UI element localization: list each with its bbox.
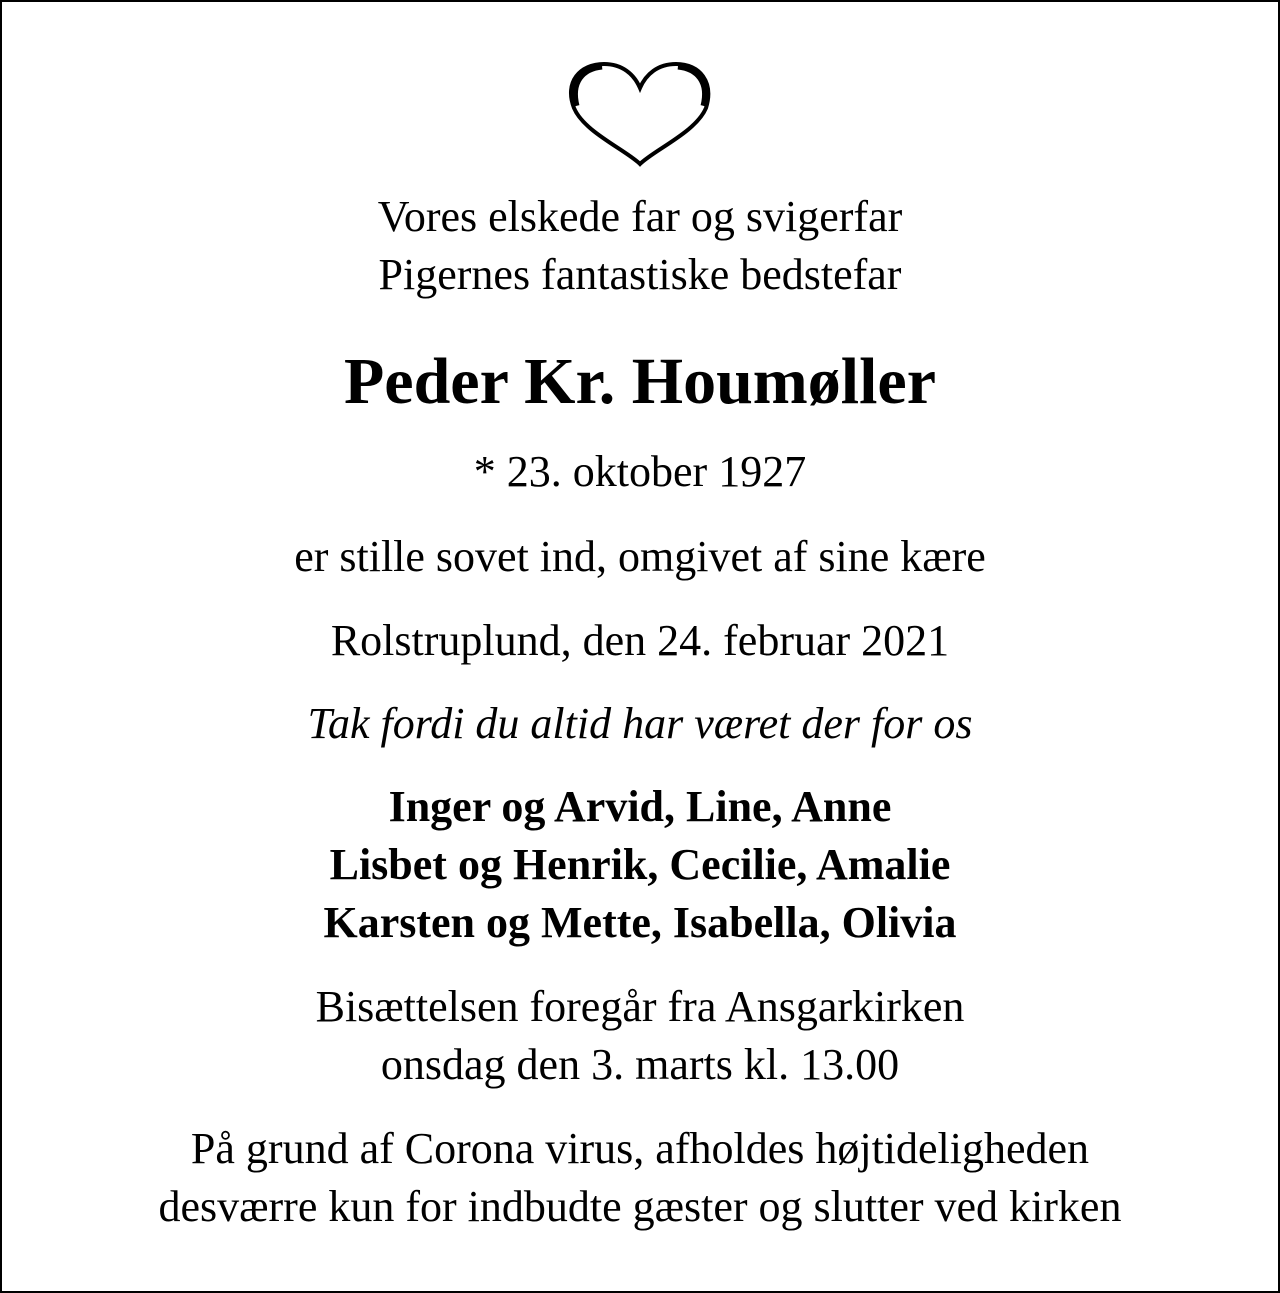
birth-date: * 23. oktober 1927 bbox=[473, 447, 807, 496]
corona-notice bbox=[0, 1120, 1280, 1236]
thanks-text: Tak fordi du altid har været der for os bbox=[307, 699, 973, 748]
place-date: Rolstruplund, den 24. februar 2021 bbox=[330, 616, 950, 665]
intro-line: Pigernes fantastiske bedstefar bbox=[378, 250, 902, 299]
family-line: Inger og Arvid, Line, Anne bbox=[388, 782, 892, 831]
funeral-info bbox=[0, 978, 1280, 1094]
notice-line: På grund af Corona virus, afholdes højtideligheden bbox=[190, 1124, 1090, 1173]
family-list bbox=[0, 778, 1280, 952]
funeral-line: onsdag den 3. marts kl. 13.00 bbox=[380, 1040, 900, 1089]
deceased-name: Peder Kr. Houmøller bbox=[343, 345, 937, 418]
intro bbox=[0, 188, 1280, 304]
funeral-line: Bisættelsen foregår fra Ansgarkirken bbox=[315, 982, 965, 1031]
family-line: Karsten og Mette, Isabella, Olivia bbox=[323, 898, 957, 947]
passed-text: er stille sovet ind, omgivet af sine kære bbox=[294, 532, 986, 581]
intro-line: Vores elskede far og svigerfar bbox=[377, 192, 903, 241]
notice-line: desværre kun for indbudte gæster og slutter ved kirken bbox=[158, 1182, 1122, 1231]
heart-icon bbox=[566, 58, 714, 170]
family-line: Lisbet og Henrik, Cecilie, Amalie bbox=[329, 840, 951, 889]
